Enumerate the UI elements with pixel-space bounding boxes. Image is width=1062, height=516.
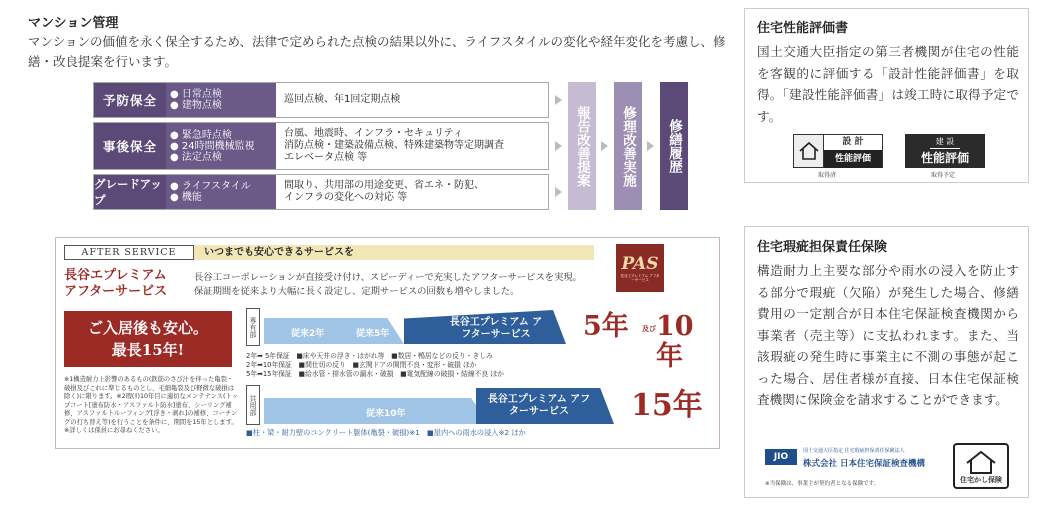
warranty-item: 2年➡10年保証 ■間仕切の反り ■玄関ドアの開閉不良・変形・破損 ほか: [246, 361, 477, 369]
warranty-item: 2年➡ 5年保証 ■床や天井の浮き・はがれ等 ■数居・鴨居などの反り・きしみ: [246, 352, 493, 360]
bar1-a: 従来2年: [291, 329, 325, 339]
defect-body: 構造耐力上主要な部分や雨水の浸入を防止する部分で瑕疵（欠陥）が発生した場合、修繕費用の一定割合が日本住宅保証検査機関から事業者（売主等）に支払われます。また、当該瑕疵の発生時に事業主に不測の事態が起こった場合、居住者様が直接、日本住宅保証検査機関に保険金を請求することができます。: [757, 263, 1019, 407]
after-note: ※1構造耐力上影響のあるもの(鉄筋のさび汁を伴った亀裂・破損及びこれに準じるものとし、毛細亀裂及び軽微な破損は除く)に限ります。※2瑕(ﾘ)10年目に適切なメンテナンス(トップコート[塗布防水・アスファルト防水]塗布、シーリング補修、アスファルトルーフィング[浮き・剥れ]の補修、コーチングの打ち替え等)を行うことを条件に、期間を15年とします。※詳しくは係員にお尋ねください。: [64, 376, 238, 434]
performance-panel: [744, 8, 1029, 183]
after-service-catch: いつまでも安心できるサービスを: [204, 247, 354, 258]
row-items: ● ライフスタイル ● 機能: [166, 175, 276, 209]
after-service-tag: AFTER SERVICE: [64, 245, 194, 260]
big-5yr: 5年: [583, 311, 629, 342]
mgmt-body: マンションの価値を永く保全するため、法律で定められた点検の結果以外に、ライフスタイルの変化や経年変化を考慮し、修繕・改良提案を行います。: [28, 34, 726, 69]
house-shield-icon: [964, 449, 998, 475]
flow-history: 修繕履歴: [660, 82, 688, 210]
row-desc: 台風、地震時、インフラ・セキュリティ 消防点検・建築設備点検、特殊建築物等定期調査 エレベータ点検 等: [284, 128, 504, 163]
mgmt-title: マンション管理: [28, 16, 119, 31]
row-label: グレードアップ: [94, 175, 166, 209]
reassurance-banner: ご入居後も安心。 最長15年!: [64, 311, 232, 367]
row-upgrade: [93, 174, 549, 210]
performance-title: 住宅性能評価書: [757, 21, 849, 36]
row-label: 予防保全: [94, 83, 166, 117]
after-service-box: [55, 237, 720, 449]
jio-name: 株式会社 日本住宅保証検査機構: [803, 459, 925, 469]
arrow-icon: [555, 141, 562, 151]
arrow-icon: [555, 95, 562, 105]
row-items: ● 日常点検 ● 建物点検: [166, 83, 276, 117]
bar2-brand: 長谷工プレミアム アフターサービス: [487, 394, 591, 417]
construction-badge: 建 設 性能評価: [905, 134, 985, 168]
warranty-item: 5年➡15年保証 ■給水管・排水管の漏水・破損 ■電気配線の破損・結線不良 ほか: [246, 370, 504, 378]
brand-name: 長谷エプレミアム アフターサービス: [64, 268, 168, 299]
jio-note: ※当保険は、事業主が契約者となる保険です。: [765, 481, 880, 487]
bar2-a: 従来10年: [366, 409, 406, 419]
big-10yr: 10年: [656, 311, 694, 372]
bar1-b: 従来5年: [356, 329, 390, 339]
badge2-caption: 取得予定: [931, 172, 956, 179]
arrow-icon: [647, 141, 654, 151]
house-icon: [794, 135, 824, 167]
flow-repair: 修理改善実施: [614, 82, 642, 210]
defect-title: 住宅瑕疵担保責任保険: [757, 240, 888, 255]
after-service-header: [64, 245, 594, 260]
row-corrective: [93, 122, 549, 170]
bar1-brand: 長谷工プレミアム アフターサービス: [449, 317, 543, 340]
big-and: 及び: [642, 324, 656, 333]
after-desc: 長谷工コーポレーションが直接受け付け、スピーディーで充実したアフターサービスを実現。保証期間を従来より大幅に長く設定し、定期サービスの回数も増やしました。: [194, 272, 582, 297]
jio-logo: JIO: [765, 449, 797, 465]
common-items: ■柱・梁・耐力壁のコンクリート躯体(亀裂・破損)※1 ■屋内への雨水の浸入※2 ほか: [246, 428, 526, 437]
row-preventive: [93, 82, 549, 118]
common-label: 共用部: [246, 385, 260, 425]
design-badge: 設 計 性能評価: [793, 134, 883, 168]
flow-report: 報告改善提案: [568, 82, 596, 210]
insurance-stamp: 住宅かし保険: [953, 443, 1009, 489]
row-desc: 間取り、共用部の用途変更、省エネ・防犯、 インフラの変化への対応 等: [284, 180, 484, 203]
row-label: 事後保全: [94, 123, 166, 169]
arrow-icon: [601, 141, 608, 151]
pas-logo: PAS 長谷工プレミアム アフターサービス: [616, 244, 664, 292]
performance-body: 国土交通大臣指定の第三者機関が住宅の性能を客観的に評価する「設計性能評価書」を取得。「建設性能評価書」は竣工時に取得予定です。: [757, 44, 1019, 124]
arrow-icon: [555, 187, 562, 197]
defect-insurance-panel: [744, 226, 1029, 498]
badge1-caption: 取得済: [818, 172, 837, 179]
private-label: 専有部: [246, 308, 260, 346]
big-15yr: 15年: [631, 388, 703, 423]
row-desc: 巡回点検、年1回定期点検: [284, 94, 401, 105]
row-items: ● 緊急時点検 ● 24時間機械監視 ● 法定点検: [166, 123, 276, 169]
jio-subtitle: 国土交通大臣指定 住宅瑕疵担保責任保険法人: [803, 448, 905, 454]
